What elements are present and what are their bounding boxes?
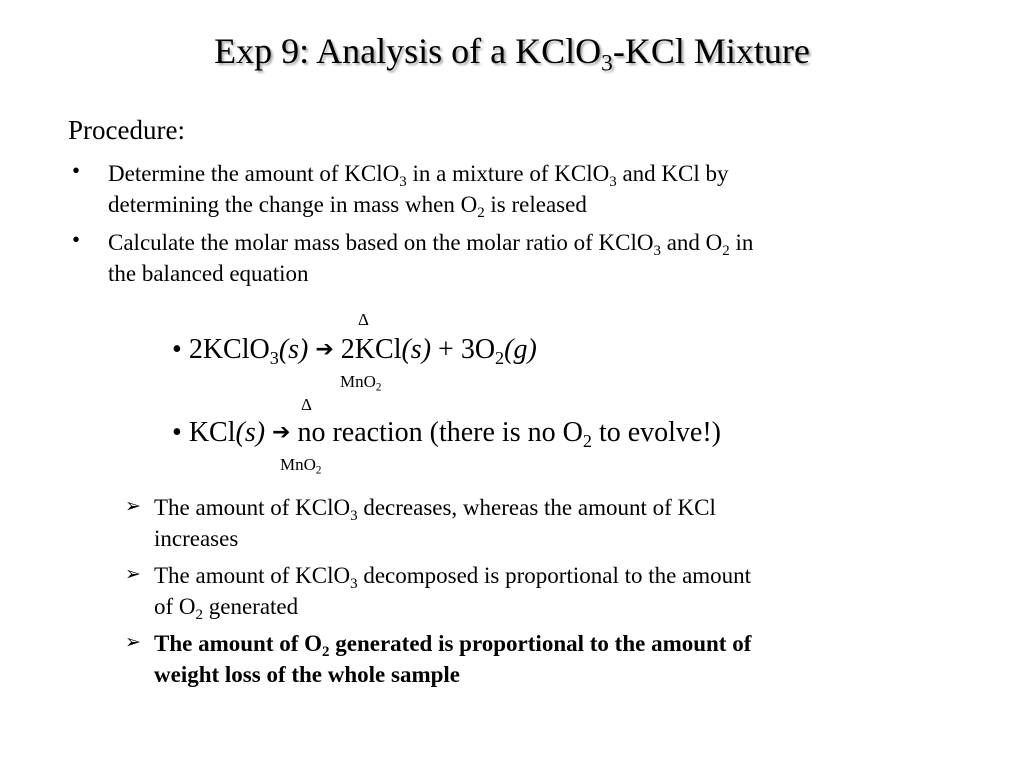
reaction-arrow-icon: ➔ [315, 337, 334, 362]
conclusion-2-line-1: The amount of KClO$_3$ decomposed is proportional to the amount [154, 563, 752, 592]
bullet-1-line-2: determining the change in mass when $O_2$ is released [108, 192, 587, 221]
equation-1-catalyst: MnO$_2$ [340, 372, 382, 394]
bullet-2-line-1: Calculate the molar mass based on the molar ratio of KClO$_3$ and $O_2$ in [108, 230, 754, 259]
arrow-bullet-icon: ➢ [125, 563, 141, 585]
conclusion-2-text [154, 560, 751, 622]
equation-2-catalyst: MnO$_2$ [280, 455, 322, 477]
bullet-marker: • [72, 227, 81, 252]
conclusion-1-line-1: The amount of KClO$_3$ decreases, whereas the amount of KCl [154, 495, 716, 524]
procedure-heading: Procedure: [68, 115, 185, 145]
bullet-2-line-2: the balanced equation [108, 261, 309, 286]
arrow-bullet-icon: ➢ [125, 631, 141, 653]
conclusion-3-line-1: The amount of $O_2$ generated is proportional to the amount of [154, 631, 752, 660]
bullet-2-text [108, 227, 753, 289]
reaction-arrow-icon: ➔ [272, 420, 291, 445]
bullet-1-text [108, 158, 729, 220]
equation-marker: • [172, 334, 182, 365]
conclusion-3-text [154, 628, 751, 690]
equation-1: • 2KClO$_3$(s) ➔ $2KCl(s) + 3O_2(g)$ [172, 334, 537, 368]
bullet-1-line-1: Determine the amount of KClO$_3$ in a mixture of KClO$_3$ and KCl by [108, 161, 729, 190]
slide-title: Exp 9: Analysis of a KClO$_3$-KCl Mixture [214, 31, 810, 77]
equation-1-heat-symbol: Δ [358, 310, 369, 329]
equation-2-heat-symbol: Δ [301, 395, 312, 414]
bullet-marker: • [72, 158, 81, 183]
conclusion-1-text [154, 492, 716, 554]
arrow-bullet-icon: ➢ [125, 495, 141, 517]
conclusion-1-line-2: increases [154, 526, 239, 551]
conclusion-2-line-2: of $O_2$ generated [154, 594, 299, 623]
equation-2: • KCl(s) ➔ no reaction (there is no $O_2$ to evolve!) [172, 417, 721, 451]
equation-marker: • [172, 417, 182, 448]
conclusion-3-line-2: weight loss of the whole sample [154, 662, 461, 687]
